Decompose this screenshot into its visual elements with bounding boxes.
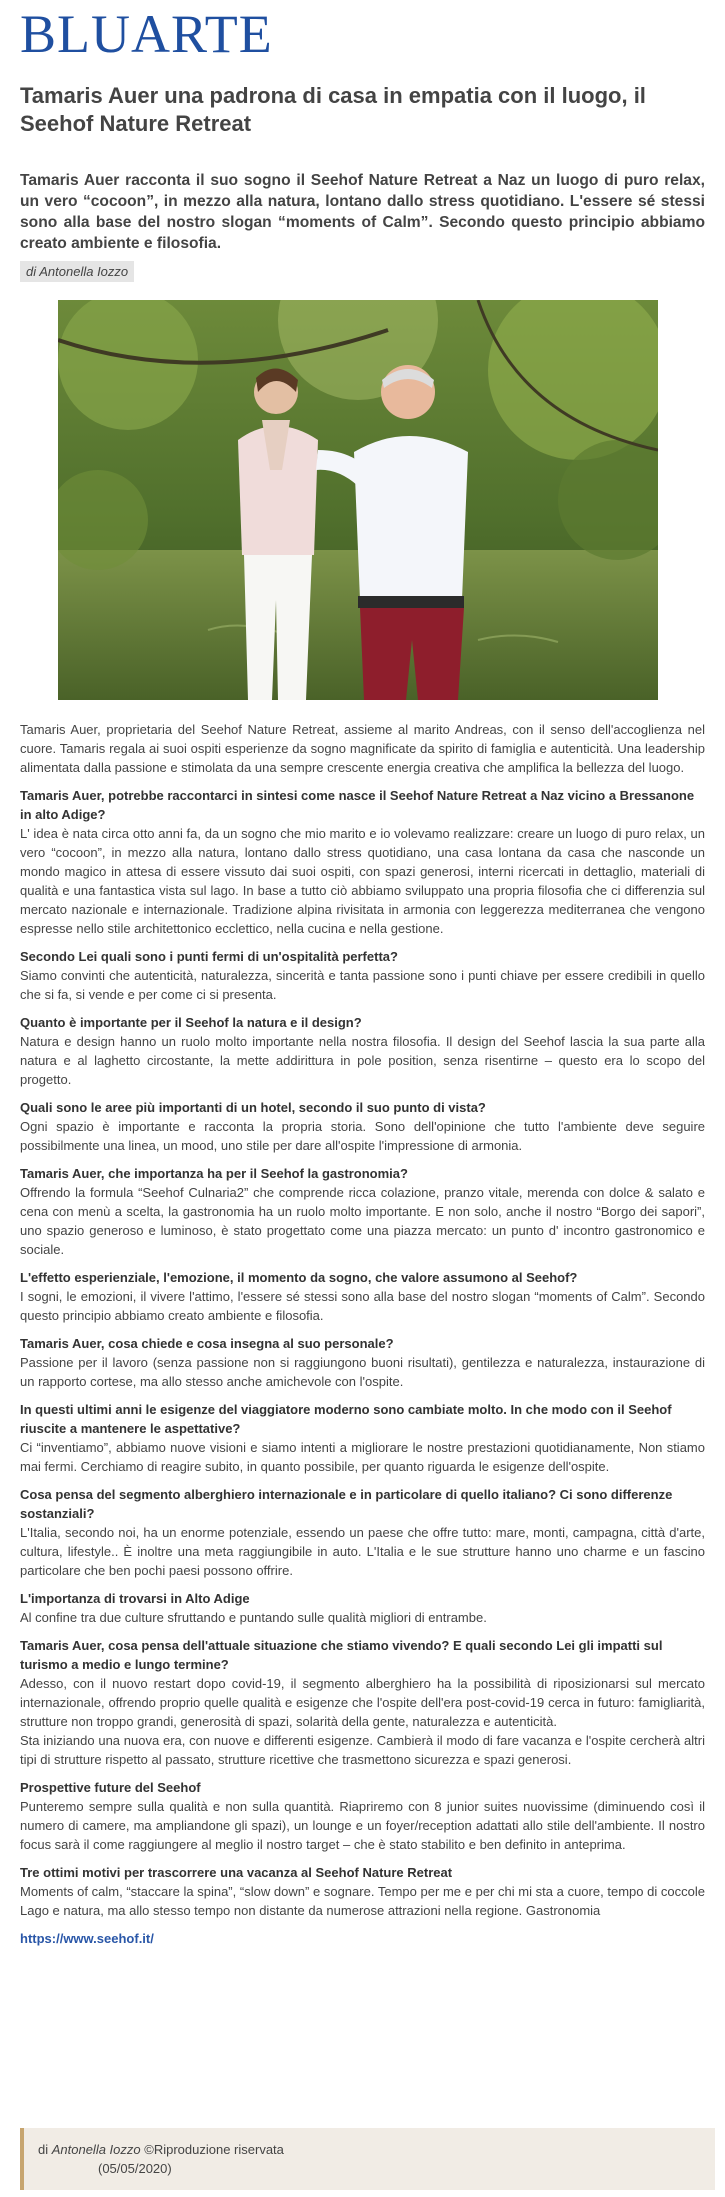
footer-author: Antonella Iozzo (51, 2142, 141, 2157)
answer: L'Italia, secondo noi, ha un enorme potenziale, essendo un paese che offre tutto: mare, monti, campagna, città d'arte, cultura, lifestyle.. È inoltre una meta raggiungibile in auto. L'Italia e le sue strutture hanno uno charme e un fascino particolare che ben pochi paesi possono offrire. (20, 1525, 705, 1578)
article-intro: Tamaris Auer, proprietaria del Seehof Nature Retreat, assieme al marito Andreas, con il senso dell'accoglienza nel cuore. Tamaris regala ai suoi ospiti esperienze da sogno magnificate da spirito di famiglia e autenticità. Una leadership alimentata dalla passione e stimolata da una sempre crescente energia creativa che amplifica la bellezza del luogo. (20, 722, 705, 775)
qa-item (20, 1268, 705, 1325)
question: Quali sono le aree più importanti di un hotel, secondo il suo punto di vista? (20, 1100, 486, 1115)
qa-item (20, 1164, 705, 1259)
answer: L' idea è nata circa otto anni fa, da un sogno che mio marito e io volevamo realizzare: creare un luogo di puro relax, un vero “cocoon”, in mezzo alla natura, lontano dallo stress quotidiano, una casa lontana da casa che nasconde un mondo magico in attesa di essere vissuto dai suoi ospiti, con spazi generosi, interni ricercati in dettaglio, materiali di qualità e una fantastica vista sul lago. In base a tutto ciò abbiamo sviluppato una propria filosofia che ci differenzia sul mercato nazionale e internazionale. Tradizione alpina rivisitata in armonia con leggerezza mediterranea che vengono espresse nello stile architettonico ecclettico, nella cucina e nella gestione. (20, 826, 705, 936)
answer: Siamo convinti che autenticità, naturalezza, sincerità e tanta passione sono i punti chiave per essere credibili in quello che si fa, si vende e per come ci si presenta. (20, 968, 705, 1002)
answer: Offrendo la formula “Seehof Culnaria2” che comprende ricca colazione, pranzo vitale, merenda con dolce & salato e cena con menù a scelta, la gastronomia ha un ruolo molto importante. E non solo, anche il nostro “Borgo dei sapori”, uno spazio generoso e luminoso, è stato progettato come una piazza mercato: un punto d' incontro gastronomico e sociale. (20, 1185, 705, 1257)
question: Quanto è importante per il Seehof la natura e il design? (20, 1015, 362, 1030)
question: Tamaris Auer, cosa chiede e cosa insegna al suo personale? (20, 1336, 394, 1351)
qa-item (20, 1400, 705, 1476)
answer-continued: Sta iniziando una nuova era, con nuove e differenti esigenze. Cambierà il modo di fare vacanza e l'ospite cercherà altri tipi di strutture rispetto al passato, strutture ricettive che trasmettono sicurezza e spazi generosi. (20, 1733, 705, 1767)
site-logo[interactable]: BLUARTE (20, 4, 273, 64)
question: L'effetto esperienziale, l'emozione, il momento da sogno, che valore assumono al Seehof? (20, 1270, 578, 1285)
article-byline: di Antonella Iozzo (20, 261, 134, 282)
article-lead: Tamaris Auer racconta il suo sogno il Seehof Nature Retreat a Naz un luogo di puro relax, un vero “cocoon”, in mezzo alla natura, lontano dallo stress quotidiano. L'essere sé stessi sono alla base del nostro slogan “moments of Calm”. Secondo questo principio abbiamo creato ambiente e filosofia. (20, 172, 705, 252)
footer-credit (38, 2140, 701, 2159)
couple-by-lake-photo (58, 300, 658, 700)
question: Secondo Lei quali sono i punti fermi di un'ospitalità perfetta? (20, 949, 398, 964)
answer: Punteremo sempre sulla qualità e non sulla quantità. Riapriremo con 8 junior suites nuovissime (diminuendo così il numero di camere, ma ampliandone gli spazi), un lounge e un foyer/reception adattati allo stile dell'ambiente. Il nostro focus sarà il come raggiungere al meglio il nostro target – che è stato stabilito e ben definito in anteprima. (20, 1799, 705, 1852)
footer-prefix: di (38, 2142, 52, 2157)
question: Tre ottimi motivi per trascorrere una vacanza al Seehof Nature Retreat (20, 1865, 453, 1880)
answer: Natura e design hanno un ruolo molto importante nella nostra filosofia. Il design del Seehof lascia la sua parte alla natura e al laghetto circostante, la mette addirittura in pole position, senza risentirne – questo era lo scopo del progetto. (20, 1034, 705, 1087)
question: In questi ultimi anni le esigenze del viaggiatore moderno sono cambiate molto. In che modo con il Seehof riuscite a mantenere le aspettative? (20, 1402, 672, 1436)
question: Tamaris Auer, che importanza ha per il Seehof la gastronomia? (20, 1166, 408, 1181)
qa-item (20, 1863, 705, 1920)
qa-item (20, 947, 705, 1004)
article-body (20, 720, 705, 1948)
question: Prospettive future del Seehof (20, 1780, 201, 1795)
qa-item (20, 1485, 705, 1580)
qa-item (20, 1589, 705, 1627)
question: Tamaris Auer, potrebbe raccontarci in sintesi come nasce il Seehof Nature Retreat a Naz vicino a Bressanone in alto Adige? (20, 788, 695, 822)
answer: Ci “inventiamo”, abbiamo nuove visioni e siamo intenti a migliorare le nostre prestazioni quotidianamente, Non stiamo mai fermi. Cerchiamo di reagire subito, in quanto possibile, per quanto riguarda le esigenze dell'ospite. (20, 1440, 705, 1474)
question: Cosa pensa del segmento alberghiero internazionale e in particolare di quello italiano? Ci sono differenze sostanziali? (20, 1487, 673, 1521)
qa-item (20, 1636, 705, 1769)
answer: Al confine tra due culture sfruttando e puntando sulle qualità migliori di entrambe. (20, 1610, 487, 1625)
answer: I sogni, le emozioni, il vivere l'attimo, l'essere sé stessi sono alla base del nostro slogan “moments of Calm”. Secondo questo principio abbiamo creato ambiente e filosofia. (20, 1289, 705, 1323)
answer: Moments of calm, “staccare la spina”, “slow down” e sognare. Tempo per me e per chi mi sta a cuore, tempo di coccole Lago e natura, ma allo stesso tempo non distante da numerose attrazioni nella regione. Gastronomia (20, 1884, 705, 1918)
qa-item (20, 1778, 705, 1854)
answer: Adesso, con il nuovo restart dopo covid-19, il segmento alberghiero ha la possibilità di riposizionarsi sul mercato internazionale, offrendo proprio quelle qualità e esigenze che l'ospite dell'era post-covid-19 cerca in futuro: famigliarità, strutture non troppo grandi, generosità di spazi, solarità della gente, naturalezza e autenticità. (20, 1676, 705, 1729)
seehof-website-link[interactable]: https://www.seehof.it/ (20, 1931, 154, 1946)
article-photo (58, 300, 658, 700)
qa-item (20, 786, 705, 938)
answer: Ogni spazio è importante e racconta la propria storia. Sono dell'opinione che tutto l'ambiente deve seguire possibilmente una linea, un mood, uno stile per dare all'ospite l'impressione di armonia. (20, 1119, 705, 1153)
question: Tamaris Auer, cosa pensa dell'attuale situazione che stiamo vivendo? E quali secondo Lei gli impatti sul turismo a medio e lungo termine? (20, 1638, 663, 1672)
footer-date: (05/05/2020) (98, 2161, 172, 2176)
qa-item (20, 1334, 705, 1391)
answer: Passione per il lavoro (senza passione non si raggiungono buoni risultati), gentilezza e naturalezza, instaurazione di un rapporto cortese, ma allo stesso anche amichevole con l'ospite. (20, 1355, 705, 1389)
article-footer (20, 2128, 715, 2190)
article-title: Tamaris Auer una padrona di casa in empatia con il luogo, il Seehof Nature Retreat (20, 83, 646, 136)
question: L'importanza di trovarsi in Alto Adige (20, 1591, 250, 1606)
footer-rights: ©Riproduzione riservata (140, 2142, 284, 2157)
qa-item (20, 1098, 705, 1155)
qa-item (20, 1013, 705, 1089)
